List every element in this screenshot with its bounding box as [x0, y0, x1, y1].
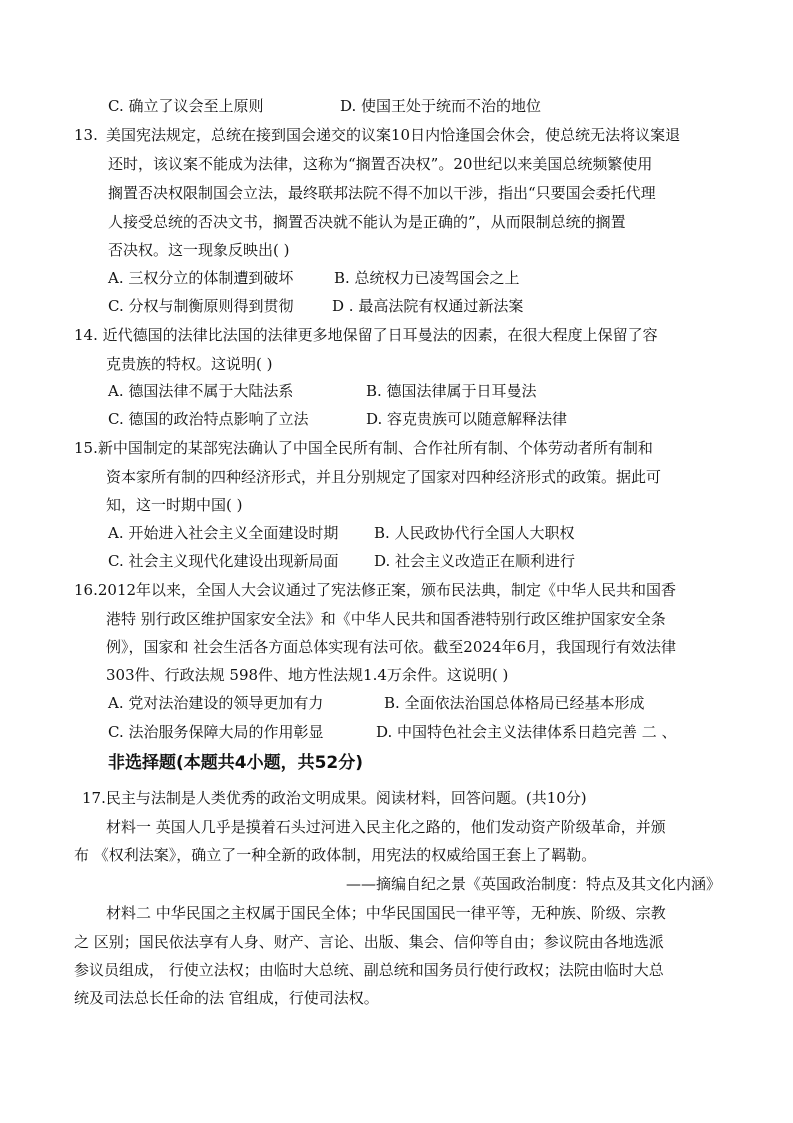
q12-option-d: D. 使国王处于统而不治的地位 [340, 97, 542, 115]
q13-line-3: 搁置否决权限制国会立法，最终联邦法院不得不加以干涉，指出“只要国会委托代理 [108, 184, 656, 202]
q13-option-b: B. 总统权力已凌驾国会之上 [334, 269, 520, 287]
q16-line-2: 港特 别行政区维护国家安全法》和《中华人民共和国香港特别行政区维护国家安全条 [106, 610, 666, 628]
q16-line-3: 例》，国家和 社会生活各方面总体实现有法可依。截至2024年6月，我国现行有效法律 [106, 638, 676, 656]
q12-options-row-2 [108, 92, 708, 120]
q17-line-1: 17.民主与法制是人类优秀的政治文明成果。阅读材料，回答问题。(共10分) [82, 789, 587, 807]
q14-options-row-1 [108, 377, 708, 405]
q15-line-3: 知，这一时期中国( ) [106, 496, 243, 514]
q16-option-d: D. 中国特色社会主义法律体系日趋完善 二 、 [376, 723, 677, 741]
q13-number: 13. [74, 126, 98, 144]
q17-material-1-line-2: 布 《权利法案》，确立了一种全新的政体制，用宪法的权威给国王套上了羁勒。 [74, 846, 597, 864]
q15-line-1: 15.新中国制定的某部宪法确认了中国全民所有制、合作社所有制、个体劳动者所有制和 [74, 439, 653, 457]
q17-material-2-line-4: 统及司法总长任命的法 官组成，行使司法权。 [74, 989, 379, 1007]
q17-material-1-source: ——摘编自纪之景《英国政治制度：特点及其文化内涵》 [345, 875, 721, 893]
q16-option-a: A. 党对法治建设的领导更加有力 [108, 694, 324, 712]
q17-material-2-line-1: 材料二 中华民国之主权属于国民全体；中华民国国民一律平等，无种族、阶级、宗教 [106, 904, 666, 922]
q16-line-1: 16.2012年以来，全国人大会议通过了宪法修正案，颁布民法典，制定《中华人民共和国香 [74, 581, 677, 599]
q14-option-c: C. 德国的政治特点影响了立法 [108, 410, 309, 428]
q13-options-row-1 [108, 264, 708, 292]
q14-options-row-2 [108, 405, 708, 433]
q15-line-2: 资本家所有制的四种经济形式，并且分别规定了国家对四种经济形式的政策。据此可 [106, 468, 662, 486]
q17-material-2-line-3: 参议员组成， 行使立法权；由临时大总统、副总统和国务员行使行政权；法院由临时大总 [74, 961, 664, 979]
q14-line-1: 14. 近代德国的法律比法国的法律更多地保留了日耳曼法的因素，在很大程度上保留了容 [74, 326, 658, 344]
q14-line-2: 克贵族的特权。这说明( ) [106, 355, 273, 373]
q13-options-row-2 [108, 292, 708, 320]
q13-option-d: D . 最高法院有权通过新法案 [332, 297, 524, 315]
q13-line-1: 美国宪法规定，总统在接到国会递交的议案10日内恰逢国会休会，使总统无法将议案退 [106, 126, 681, 144]
q16-options-row-2 [108, 718, 728, 746]
q16-option-b: B. 全面依法治国总体格局已经基本形成 [384, 694, 645, 712]
q17-material-1-line-1: 材料一 英国人几乎是摸着石头过河进入民主化之路的，他们发动资产阶级革命，并颁 [106, 818, 666, 836]
q13-line-4: 人接受总统的否决文书，搁置否决就不能认为是正确的”，从而限制总统的搁置 [108, 213, 626, 231]
q15-option-a: A. 开始进入社会主义全面建设时期 [108, 524, 339, 542]
q15-option-d: D. 社会主义改造正在顺利进行 [374, 552, 576, 570]
q13-option-c: C. 分权与制衡原则得到贯彻 [108, 297, 294, 315]
q13-option-a: A. 三权分立的体制遭到破坏 [108, 269, 294, 287]
q15-option-c: C. 社会主义现代化建设出现新局面 [108, 552, 339, 570]
q16-option-c: C. 法治服务保障大局的作用彰显 [108, 723, 324, 741]
q14-option-b: B. 德国法律属于日耳曼法 [366, 382, 537, 400]
q15-options-row-2 [108, 547, 708, 575]
q15-options-row-1 [108, 519, 708, 547]
q14-option-d: D. 容克贵族可以随意解释法律 [366, 410, 568, 428]
q12-option-c: C. 确立了议会至上原则 [108, 97, 264, 115]
section-title-non-multiple-choice: 非选择题(本题共4小题，共52分) [108, 753, 364, 773]
q14-option-a: A. 德国法律不属于大陆法系 [108, 382, 294, 400]
q13-line-5: 否决权。这一现象反映出( ) [108, 241, 290, 259]
q13-line-2: 还时，该议案不能成为法律，这称为“搁置否决权”。20世纪以来美国总统频繁使用 [108, 155, 653, 173]
q16-options-row-1 [108, 689, 728, 717]
q16-line-4: 303件、行政法规 598件、地方性法规1.4万余件。这说明( ) [106, 666, 509, 684]
q17-material-2-line-2: 之 区别；国民依法享有人身、财产、言论、出版、集会、信仰等自由；参议院由各地选派 [74, 933, 664, 951]
q15-option-b: B. 人民政协代行全国人大职权 [374, 524, 575, 542]
